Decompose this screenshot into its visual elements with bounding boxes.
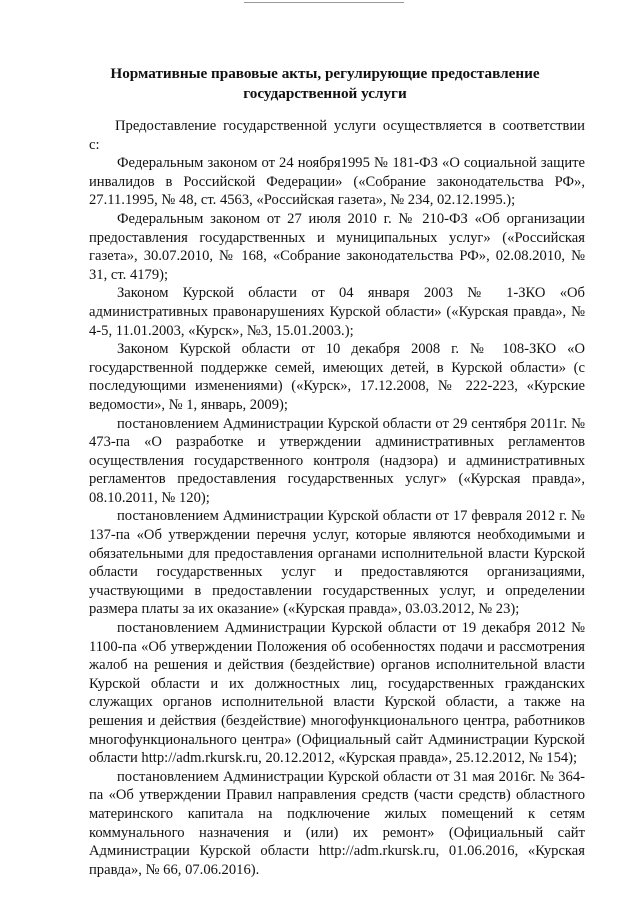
legal-act-paragraph: постановлением Администрации Курской области от 29 сентября 2011г. № 473-па «О разработке и утверждении административных регламентов осуществления государственного контроля (надзора) и административных регламентов предоставления государственных услуг» («Курская правда», 08.10.2011, № 120); — [89, 415, 585, 506]
document-title — [60, 64, 590, 104]
legal-act-paragraph: Федеральным законом от 27 июля 2010 г. № 210-ФЗ «Об организации предоставления государственных и муниципальных услуг» («Российская газета», 30.07.2010, № 168, «Собрание законодательства РФ», 02.08.2010, № 31, ст. 4179); — [89, 210, 585, 283]
legal-act-paragraph: Законом Курской области от 10 декабря 2008 г. № 108-ЗКО «О государственной поддержке семей, имеющих детей, в Курской области» (с последующими изменениями) («Курск», 17.12.2008, № 222-223, «Курские ведомости», № 1, январь, 2009); — [89, 341, 585, 413]
legal-act-paragraph: постановлением Администрации Курской области от 17 февраля 2012 г. № 137-па «Об утверждении перечня услуг, которые являются необходимыми и обязательными для предоставления органами исполнительной власти Курской области государственных услуг и предоставляются организациями, участвующими в предоставлении государственных услуг, и определении размера платы за их оказание» («Курская правда», 03.03.2012, № 23); — [89, 508, 585, 618]
legal-act-paragraph: постановлением Администрации Курской области от 31 мая 2016г. № 364-па «Об утверждении Правил направления средств (части средств) областного материнского капитала на подключение жилых помещений к сетям коммунального назначения и (или) их ремонт» (Официальный сайт Администрации Курской области http://adm.rkursk.ru, 01.06.2016, «Курская правда», № 66, 07.06.2016). — [89, 768, 585, 878]
top-rule — [244, 2, 404, 3]
document-body — [89, 117, 585, 879]
legal-act-paragraph: постановлением Администрации Курской области от 19 декабря 2012 № 1100-па «Об утверждении Положения об особенностях подачи и рассмотрения жалоб на решения и действия (бездействие) органов исполнительной власти Курской области и их должностных лиц, государственных гражданских служащих органов исполнительной власти Курской области, а также на решения и действия (бездействие) многофункционального центра, работников многофункционального центра» (Официальный сайт Администрации Курской области http://adm.rkursk.ru, 20.12.2012, «Курская правда», 25.12.2012, № 154); — [89, 620, 585, 767]
legal-act-paragraph: Законом Курской области от 04 января 2003 № 1-ЗКО «Об административных правонарушениях Курской области» («Курская правда», № 4-5, 11.01.2003, «Курск», №3, 15.01.2003.); — [89, 285, 585, 339]
legal-act-paragraph: Федеральным законом от 24 ноября1995 № 181-ФЗ «О социальной защите инвалидов в Российской Федерации» («Собрание законодательства РФ», 27.11.1995, № 48, ст. 4563, «Российская газета», № 234, 02.12.1995.); — [89, 155, 585, 209]
title-line-1: Нормативные правовые акты, регулирующие предоставление — [110, 65, 540, 82]
title-line-2: государственной услуги — [243, 85, 407, 102]
intro-paragraph: Предоставление государственной услуги осуществляется в соответствии с: — [89, 118, 585, 153]
